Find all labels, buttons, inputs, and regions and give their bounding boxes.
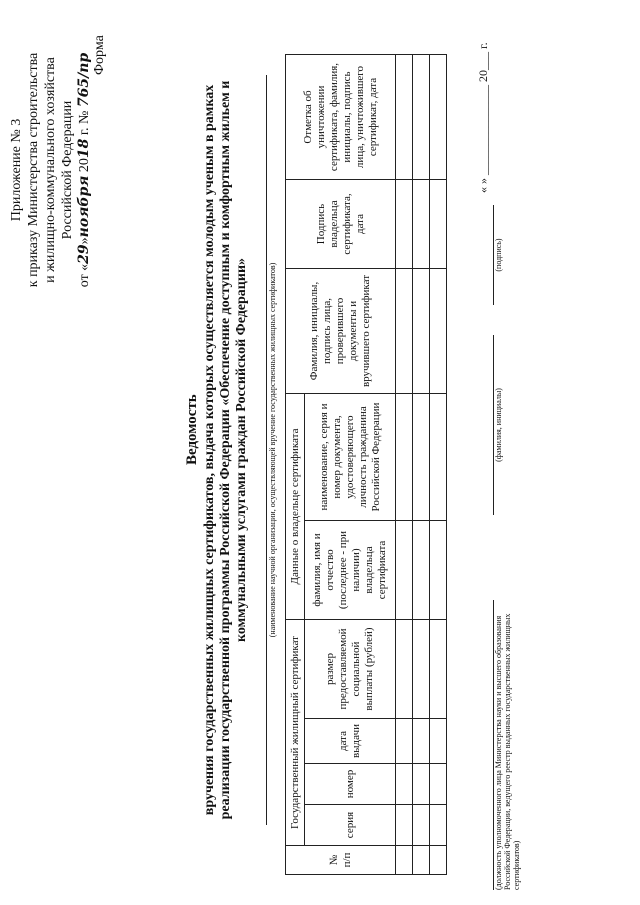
header-amount: размер предоставляемой социальной выплаты (рублей) [305,620,396,719]
header-issue-date: дата выдачи [305,719,396,764]
form-label: Форма [92,35,107,75]
header-owner-sign: Подпись владельца сертификата, дата [286,180,396,269]
handwritten-month: ноября [76,175,92,238]
table-row [430,55,447,875]
date-year: 20 [77,158,92,176]
header-destroy-mark: Отметка об уничтожении сертификата, фамилия, инициалы, подпись лица, уничтожившего сертификат, дата [286,55,396,180]
appendix-header [8,35,93,305]
handwritten-year: 18 [76,138,92,159]
table-row [396,55,413,875]
header-group-owner: Данные о владельце сертификата [286,394,305,620]
date-suffix: г. № [77,107,92,139]
document-title: Ведомость [184,394,200,465]
handwritten-day: 29 [76,244,92,264]
table-header-row-1 [286,55,305,875]
header-no: № п/п [286,846,396,875]
header-owner-name: фамилия, имя и отчество (последнее - при наличии) владельца сертификата [305,521,396,620]
signature-position-caption: (должность уполномоченного лица Министерства науки и высшего образования Российской Федерации, ведущего реестр выданных государственных жилищных сертификатов) [493,600,521,890]
date-mid: » [77,237,92,245]
signature-name-caption: (фамилия, инициалы) [493,335,503,515]
header-checker: Фамилия, инициалы, подпись лица, проверившего документы и вручившего сертификат [286,269,396,394]
appendix-order-date [76,35,93,305]
appendix-line-1: Приложение № 3 [9,118,24,222]
organization-caption: (наименование научной организации, осуществляющей вручение государственных жилищных сертификатов) [268,262,277,638]
handwritten-order-number: 765/пр [76,52,92,108]
header-owner-document: наименование, серия и номер документа, удостоверяющего личность гражданина Российской Федерации [305,394,396,521]
document-subtitle: вручения государственных жилищных сертификатов, выдача которых осуществляется молодым ученым в рамках реализации государственной программы Российской Федерации «Обеспечение доступным и комфортным жильем и коммунальными услугами граждан Российской Федерации» [202,80,249,820]
header-number: номер [305,764,396,805]
header-group-certificate: Государственный жилищный сертификат [286,620,305,846]
appendix-line-4: Российской Федерации [60,100,75,240]
date-prefix: от « [77,263,92,288]
organization-fill-line [262,75,267,825]
table-row [413,55,430,875]
header-series: серия [305,805,396,846]
appendix-line-2: к приказу Министерства строительства [26,52,41,288]
signature-date-line: « » _______________ 20___ г. [476,42,490,193]
signature-sign-caption: (подпись) [493,205,503,305]
appendix-line-3: и жилищно-коммунального хозяйства [43,57,58,283]
certificate-register-table [285,54,447,875]
